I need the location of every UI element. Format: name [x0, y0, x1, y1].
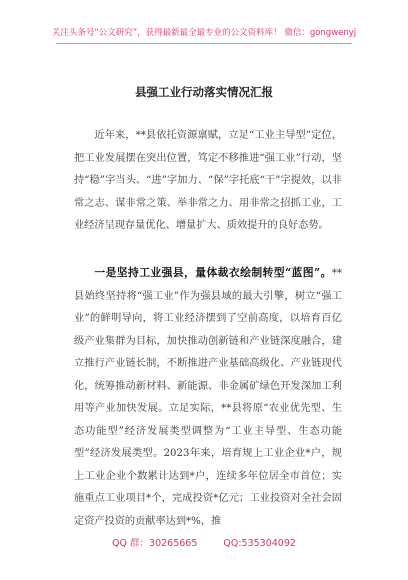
paragraph-section-one	[74, 262, 342, 533]
footer-qq-group: QQ 群：30265665	[112, 538, 198, 549]
header-divider	[56, 43, 352, 44]
section-heading: 一是坚持工业强县，量体裁衣绘制转型“蓝图”。	[94, 266, 332, 279]
paragraph-intro	[74, 125, 342, 238]
footer-qq-number: QQ:535304092	[223, 538, 296, 549]
header-note: 关注头条号“公文研究”，获得最新最全最专业的公文资料库！ 微信：gongwenyj	[51, 28, 357, 38]
paragraph-text: **县始终坚持将“强工业”作为强县域的最大引擎，树立“强工业”的鲜明导向，将工业经济摆到了空前高度，以培育百亿级产业集群为目标，加快推动创新链和产业链深度融合，建立推行产业链长制，不断推进产业基础高级化、产业链现代化，统筹推动新材料、新能源、非金属矿绿色开发深加工利用等产业加快发展。立足实际，**县将原“农业优先型、生态功能型”经济发展类型调整为“工业主导型、生态功能型”经济发展类型。2023年来，培育规上工业企业*户，规上工业企业个数累计达到*户，连续多年位居全市首位；实施重点工业项目*个，完成投资*亿元；工业投资对全社会固定资产投资的贡献率达到*%，推	[74, 268, 342, 527]
paragraph-text: 近年来，**县依托资源禀赋，立足“工业主导型”定位，把工业发展摆在突出位置，笃定不移推进“强工业”行动，坚持“稳”字当头、“进”字加力、“保”字托底“干”字提效，以非常之志、谋非常之策、举非常之力、用非常之招抓工业，工业经济呈现存量优化、增量扩大、质效提升的良好态势。	[74, 130, 342, 231]
document-title: 县强工业行动落实情况汇报	[135, 85, 273, 99]
footer-contact	[0, 535, 408, 549]
